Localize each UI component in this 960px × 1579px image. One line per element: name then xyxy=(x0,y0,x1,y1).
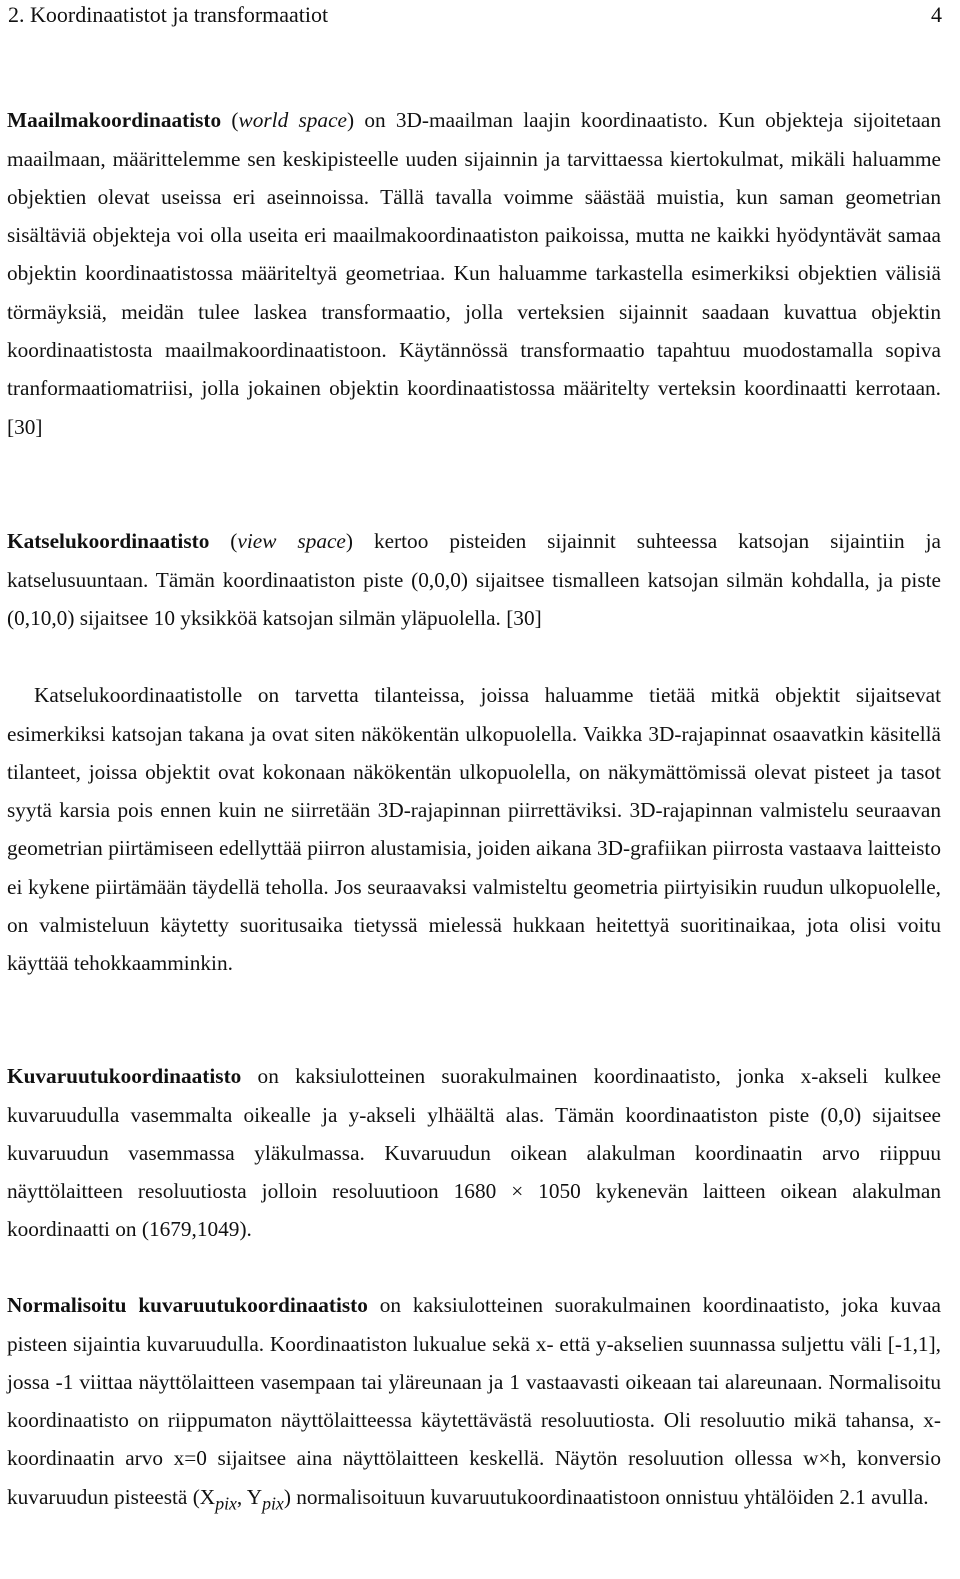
paragraph-text: on kaksiulotteinen suorakulmainen koordinaatisto, joka kuvaa pisteen sijaintia kuvaruudulla. Koordinaatiston lukualue sekä x- että y-akselien suunnassa suljettu väli [-1,1], jossa -1 viittaa näyttölaitteen vasempaan tai yläreunaan ja 1 vastaavasti oikeaan tai alareunaan. Normalisoitu koordinaatisto on riippumaton näyttölaitteessa käytettävästä resoluutiosta. Oli resoluutio mikä tahansa, x-koordinaatin arvo x=0 sijaitsee aina näyttölaitteen keskellä. Näytön resoluution ollessa w×h, konversio kuvaruudun pisteestä (X xyxy=(7,1293,941,1509)
subscript-y-pix: pix xyxy=(262,1493,284,1514)
section-heading: 2. Koordinaatistot ja transformaatiot xyxy=(8,2,329,27)
paragraph-view-space xyxy=(7,522,941,637)
paragraph-screen-space xyxy=(7,1057,941,1248)
paragraph-normalized-screen-space xyxy=(7,1286,941,1522)
term-world-space: Maailmakoordinaatisto xyxy=(7,108,222,133)
open-paren: ( xyxy=(221,108,239,133)
term-view-space-english: view space xyxy=(237,529,346,554)
paragraph-text: on kaksiulotteinen suorakulmainen koordinaatisto, jonka x-akseli kulkee kuvaruudulla vasemmalta oikealle ja y-akseli ylhäältä alas. Tämän koordinaatiston piste (0,0) sijaitsee kuvaruudun vasemmassa yläkulmassa. Kuvaruudun oikean alakulman koordinaatin arvo riippuu näyttölaitteen resoluutiosta jolloin resoluutioon 1680 × 1050 kykenevän laitteen oikean alakulman koordinaatti on (1679,1049). xyxy=(7,1064,941,1242)
paragraph-text: ) kertoo pisteiden sijainnit suhteessa katsojan sijaintiin ja katselusuuntaan. Tämän koordinaatiston piste (0,0,0) sijaitsee tismalleen katsojan silmän kohdalla, ja piste (0,10,0) sijaitsee 10 yksikköä katsojan silmän yläpuolella. [30] xyxy=(7,529,941,630)
paragraph-text: , Y xyxy=(236,1484,263,1509)
paragraph-view-space-continued xyxy=(7,676,941,982)
subscript-x-pix: pix xyxy=(215,1493,237,1514)
paragraph-text: ) on 3D-maailman laajin koordinaatisto. Kun objekteja sijoitetaan maailmaan, määrittelemme sen keskipisteelle uuden sijainnin ja tarvittaessa kiertokulmat, mikäli haluamme objektien olevat useissa eri aseinnoissa. Tällä tavalla voimme säästää muistia, kun saman geometrian sisältäviä objekteja voi olla useita eri maailmakoordinaatiston paikoissa, mutta ne kaikki hyödyntävät samaa objektin koordinaatistossa määriteltyä geometriaa. Kun haluamme tarkastella esimerkiksi objektien välisiä törmäyksiä, meidän tulee laskea transformaatio, jolla verteksien sijainnit saadaan kuvattua objektin koordinaatistosta maailmakoordinaatistoon. Käytännössä transformaatio tapahtuu muodostamalla sopiva tranformaatiomatriisi, jolla jokainen objektin koordinaatistossa määritelty verteksin koordinaatti kerrotaan. [30] xyxy=(7,108,942,439)
term-world-space-english: world space xyxy=(238,108,347,133)
paragraph-text: Katselukoordinaatistolle on tarvetta tilanteissa, joissa haluamme tietää mitkä objektit sijaitsevat esimerkiksi katsojan takana ja ovat siten näkökentän ulkopuolella. Vaikka 3D-rajapinnat osaavatkin käsitellä tilanteet, joissa objektit ovat kokonaan näkökentän ulkopuolella, on näkymättömissä olevat pisteet ja tasot syytä karsia pois ennen kuin ne siirretään 3D-rajapinnan piirrettäviksi. 3D-rajapinnan valmistelu seuraavan geometrian piirtämiseen edellyttää piirron alustamisia, joiden aikana 3D-grafiikan piirrosta vastaava laitteisto ei kykene piirtämään täydellä teholla. Jos seuraavaksi valmisteltu geometria piirtyisikin ruudun ulkopuolelle, on valmisteluun käytetty suoritusaika tietyssä mielessä hukkaan heitettyä suoritinaikaa, jota olisi voitu käyttää tehokkaamminkin. xyxy=(7,683,941,976)
running-header xyxy=(8,0,948,30)
page-number: 4 xyxy=(931,2,942,27)
term-view-space: Katselukoordinaatisto xyxy=(7,529,210,554)
term-normalized-screen-space: Normalisoitu kuvaruutukoordinaatisto xyxy=(7,1293,368,1318)
open-paren: ( xyxy=(209,529,238,554)
paragraph-text: ) normalisoituun kuvaruutukoordinaatistoon onnistuu yhtälöiden 2.1 avulla. xyxy=(283,1484,929,1509)
paragraph-world-space xyxy=(7,101,941,446)
term-screen-space: Kuvaruutukoordinaatisto xyxy=(7,1064,242,1089)
